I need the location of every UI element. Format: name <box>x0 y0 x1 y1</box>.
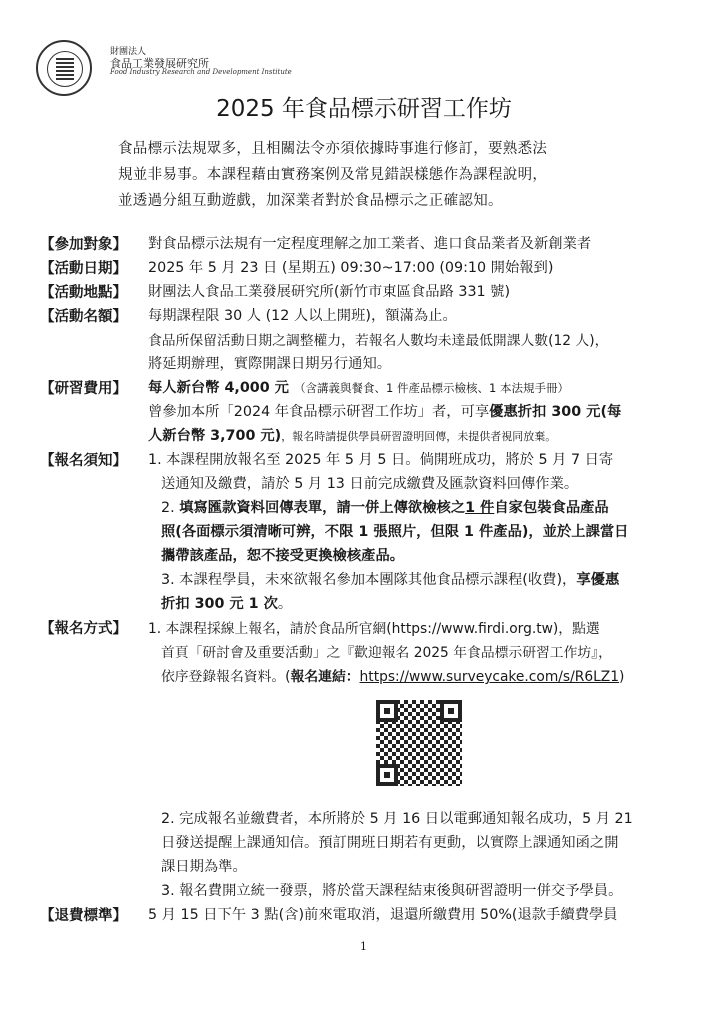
quota-line-3: 將延期辦理，實際開課日期另行通知。 <box>148 356 392 372</box>
fee-discount-intro: 曾參加本所「2024 年食品標示研習工作坊」者，可享 <box>148 404 490 420</box>
method-2-line-1: 2. 完成報名並繳費者，本所將於 5 月 16 日以電郵通知報名成功，5 月 21 <box>161 811 633 827</box>
quota-line-2: 食品所保留活動日期之調整權力，若報名人數均未達最低開課人數(12 人)， <box>148 333 609 349</box>
fee-discount-amount: 人新台幣 3,700 元) <box>148 428 282 444</box>
notice-2-line-1: 2. 填寫匯款資料回傳表單，請一併上傳欲檢核之1 件自家包裝食品產品 <box>161 500 609 516</box>
notice-1-line-1: 1. 本課程開放報名至 2025 年 5 月 5 日。倘開班成功，將於 5 月 7 日寄 <box>148 452 614 468</box>
audience-text: 對食品標示法規有一定程度理解之加工業者、進口食品業者及新創業者 <box>148 236 592 252</box>
refund-text: 5 月 15 日下午 3 點(含)前來電取消，退還所繳費用 50%(退款手續費學員 <box>148 907 618 923</box>
registration-link[interactable]: https://www.surveycake.com/s/R6LZ1 <box>359 669 620 685</box>
method-2-line-3: 課日期為準。 <box>161 859 247 875</box>
fee-line-2 <box>148 401 621 421</box>
fee-discount-bold: 優惠折扣 300 元(每 <box>489 404 622 420</box>
label-quota: 【活動名額】 <box>40 309 127 325</box>
notice-2-line-2: 照(各面標示須清晰可辨，不限 1 張照片，但限 1 件產品)，並於上課當日 <box>161 524 629 540</box>
page-number: 1 <box>360 940 367 953</box>
intro-line-1: 食品標示法規眾多，且相關法令亦須依據時事進行修訂，要熟悉法 <box>118 141 548 157</box>
fee-line-3 <box>148 425 556 445</box>
quota-line-1: 每期課程限 30 人 (12 人以上開班)，額滿為止。 <box>148 308 457 324</box>
intro-line-2: 規並非易事。本課程藉由實務案例及常見錯誤樣態作為課程說明， <box>118 167 548 183</box>
method-line-3: 依序登錄報名資料。(報名連結：https://www.surveycake.com/s/R6LZ1) <box>161 669 625 685</box>
label-method: 【報名方式】 <box>40 621 127 637</box>
date-text: 2025 年 5 月 23 日 (星期五) 09:30~17:00 (09:10 開始報到) <box>148 260 554 276</box>
label-date: 【活動日期】 <box>40 261 127 277</box>
notice-one-item: 1 件 <box>465 500 495 516</box>
fee-amount: 每人新台幣 4,000 元 <box>148 380 289 396</box>
method-3: 3. 報名費開立統一發票，將於當天課程結束後與研習證明一併交予學員。 <box>161 883 623 899</box>
label-audience: 【參加對象】 <box>40 237 127 253</box>
label-fee: 【研習費用】 <box>40 381 127 397</box>
registration-qr-code[interactable] <box>376 700 462 786</box>
org-name-english: Food Industry Research and Development Institute <box>110 68 292 76</box>
notice-1-line-2: 送通知及繳費，請於 5 月 13 日前完成繳費及匯款資料回傳作業。 <box>161 476 579 492</box>
label-venue: 【活動地點】 <box>40 285 127 301</box>
page-title: 2025 年食品標示研習工作坊 <box>216 96 512 122</box>
method-2-line-2: 日發送提醒上課通知信。預訂開班日期若有更動，以實際上課通知函之開 <box>161 835 619 851</box>
fee-includes: （含講義與餐食、1 件產品標示檢核、1 本法規手冊） <box>294 381 570 395</box>
fee-discount-note: ，報名時請提供學員研習證明回傳，未提供者視同放棄。 <box>281 430 557 443</box>
method-line-1: 1. 本課程採線上報名，請於食品所官網(https://www.firdi.org.tw)，點選 <box>148 621 600 637</box>
institute-seal-logo <box>36 40 92 96</box>
label-notice: 【報名須知】 <box>40 453 127 469</box>
notice-3-line-2: 折扣 300 元 1 次。 <box>161 596 293 612</box>
method-line-2: 首頁「研討會及重要活動」之『歡迎報名 2025 年食品標示研習工作坊』， <box>161 645 612 661</box>
venue-text: 財團法人食品工業發展研究所(新竹市東區食品路 331 號) <box>148 284 511 300</box>
notice-2-line-3: 攜帶該產品，恕不接受更換檢核產品。 <box>161 548 405 564</box>
intro-line-3: 並透過分組互動遊戲，加深業者對於食品標示之正確認知。 <box>118 193 503 209</box>
org-name: 食品工業發展研究所 <box>110 57 209 70</box>
org-label: 財團法人 <box>110 47 147 57</box>
label-refund: 【退費標準】 <box>40 908 127 924</box>
notice-3-line-1: 3. 本課程學員，未來欲報名參加本團隊其他食品標示課程(收費)，享優惠 <box>161 572 620 588</box>
fee-line-1 <box>148 377 569 397</box>
